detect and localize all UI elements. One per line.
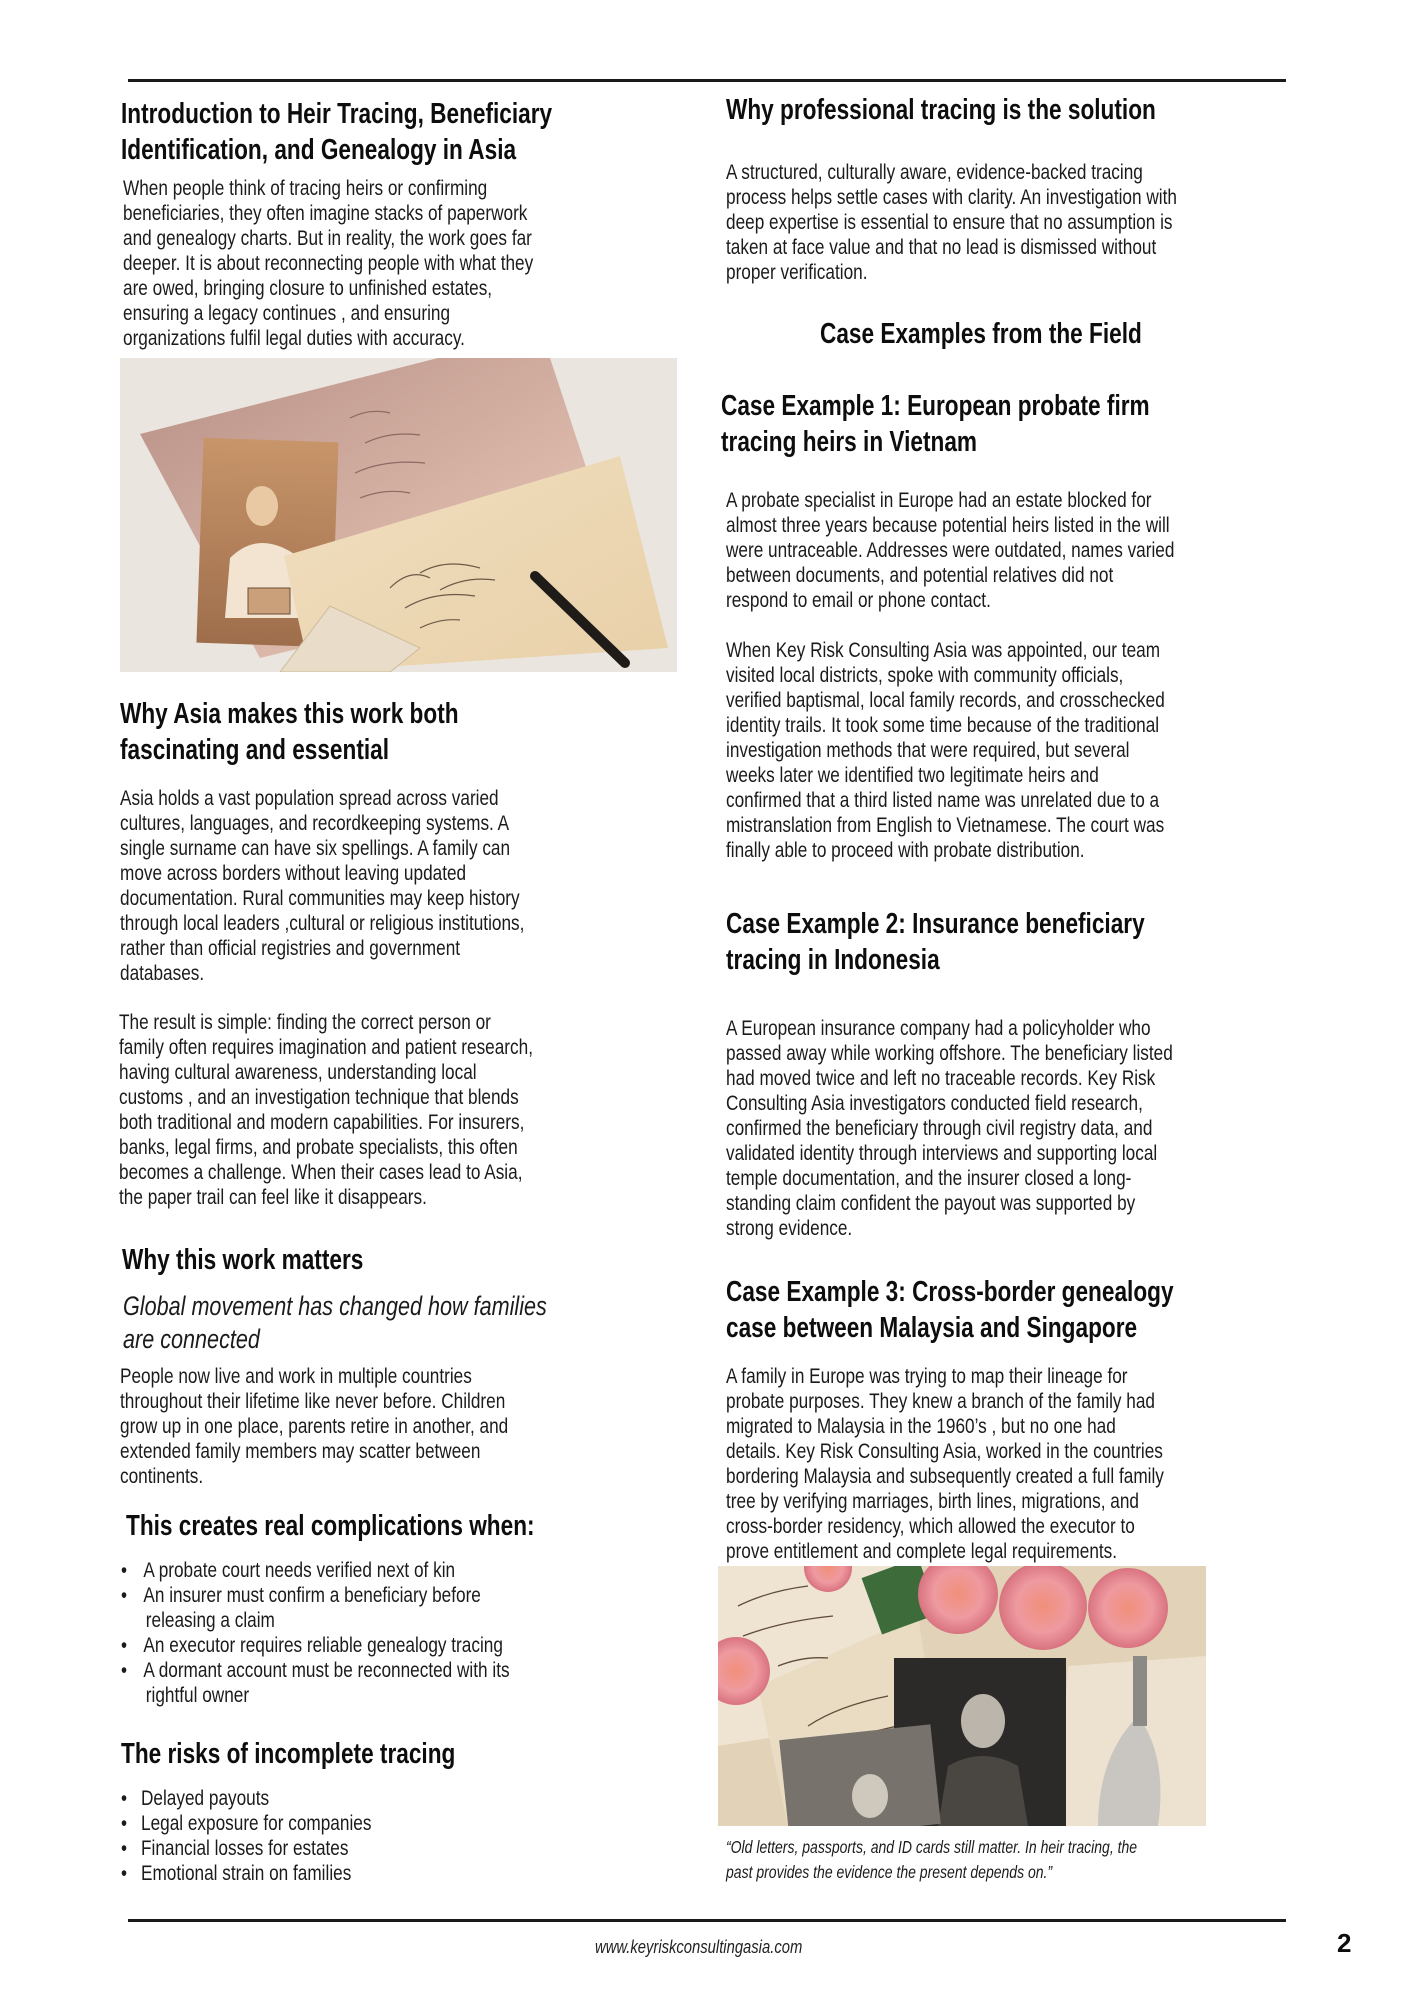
case1-body-line: visited local districts, spoke with community officials, [726, 663, 1124, 687]
complications-heading-text: This creates real complications when: [126, 1510, 535, 1542]
website-link[interactable]: www.keyriskconsultingasia.com [595, 1936, 803, 1957]
case1-body-line: A probate specialist in Europe had an estate blocked for [726, 488, 1152, 512]
intro-body-line: are owed, bringing closure to unfinished estates, [123, 276, 493, 300]
letters-photo-image [120, 358, 677, 672]
list-item-continuation: rightful owner [145, 1683, 250, 1707]
result-body-line: the paper trail can feel like it disappears. [119, 1185, 427, 1209]
matters-body [120, 1364, 605, 1489]
case2-body-line: standing claim confident the payout was supported by [726, 1191, 1136, 1215]
case2-body-line: A European insurance company had a policyholder who [726, 1016, 1151, 1040]
intro-body [123, 176, 636, 351]
case1-body-line: verified baptismal, local family records, and crosschecked [726, 688, 1165, 712]
asia-heading-line: fascinating and essential [120, 734, 390, 766]
intro-heading-line: Introduction to Heir Tracing, Beneficiary [121, 98, 553, 130]
matters-body-line: People now live and work in multiple countries [120, 1364, 472, 1388]
asia-body-line: rather than official registries and government [120, 936, 461, 960]
list-item-text: Legal exposure for companies [141, 1811, 372, 1835]
intro-body-line: deeper. It is about reconnecting people with what they [123, 251, 534, 275]
case1-body-line: mistranslation from English to Vietnamese. The court was [726, 813, 1165, 837]
solution-body-line: taken at face value and that no lead is dismissed without [726, 235, 1157, 259]
case2-body-line: confirmed the beneficiary through civil registry data, and [726, 1116, 1153, 1140]
case2-heading-line: tracing in Indonesia [726, 944, 940, 976]
case1-body-line: respond to email or phone contact. [726, 588, 991, 612]
result-body-line: banks, legal firms, and probate specialists, this often [119, 1135, 518, 1159]
image-caption [726, 1835, 1240, 1885]
page-number: 2 [1337, 1928, 1352, 1958]
list-item-text: Financial losses for estates [141, 1836, 349, 1860]
case2-heading [726, 906, 1263, 978]
list-item-text: An insurer must confirm a beneficiary before [143, 1583, 481, 1607]
matters-subtitle-line: Global movement has changed how families [123, 1291, 547, 1321]
bullet-icon: • [121, 1861, 128, 1885]
matters-body-line: grow up in one place, parents retire in another, and [120, 1414, 509, 1438]
bullet-icon: • [121, 1836, 128, 1860]
list-item [121, 1786, 371, 1811]
matters-heading [122, 1242, 431, 1278]
list-item [121, 1811, 371, 1836]
case1-body-line: When Key Risk Consulting Asia was appointed, our team [726, 638, 1161, 662]
asia-body-line: Asia holds a vast population spread across varied [120, 786, 499, 810]
caption-line: “Old letters, passports, and ID cards still matter. In heir tracing, the [726, 1837, 1138, 1857]
bottom-rule [128, 1919, 1286, 1922]
case2-body [726, 1016, 1285, 1241]
result-body-line: both traditional and modern capabilities. For insurers, [119, 1110, 525, 1134]
case1-heading [721, 388, 1271, 460]
case3-body-line: tree by verifying marriages, birth lines, migrations, and [726, 1489, 1139, 1513]
list-item [121, 1861, 371, 1886]
intro-body-line: beneficiaries, they often imagine stacks of paperwork [123, 201, 528, 225]
asia-body-line: single surname can have six spellings. A family can [120, 836, 511, 860]
bullet-icon: • [121, 1583, 128, 1607]
case3-heading [726, 1274, 1300, 1346]
case2-body-line: temple documentation, and the insurer closed a long- [726, 1166, 1132, 1190]
case2-body-line: passed away while working offshore. The beneficiary listed [726, 1041, 1173, 1065]
case1-body-line: almost three years because potential heirs listed in the will [726, 513, 1170, 537]
case1-body-line: confirmed that a third listed name was unrelated due to a [726, 788, 1160, 812]
risks-heading-text: The risks of incomplete tracing [121, 1738, 456, 1770]
solution-body-line: deep expertise is essential to ensure that no assumption is [726, 210, 1173, 234]
case1-heading-line: tracing heirs in Vietnam [721, 426, 978, 458]
list-item [121, 1633, 510, 1658]
case2-heading-line: Case Example 2: Insurance beneficiary [726, 908, 1145, 940]
asia-body [120, 786, 626, 986]
asia-body-line: documentation. Rural communities may keep history [120, 886, 520, 910]
old-documents-roses-image [718, 1566, 1206, 1826]
solution-heading [726, 92, 1277, 128]
result-body-line: having cultural awareness, understanding local [119, 1060, 477, 1084]
case3-body-line: prove entitlement and complete legal requirements. [726, 1539, 1118, 1563]
case3-body-line: probate purposes. They knew a branch of the family had [726, 1389, 1155, 1413]
result-body-line: family often requires imagination and patient research, [119, 1035, 533, 1059]
case1-body-line: investigation methods that were required, but several [726, 738, 1130, 762]
list-item-text: Delayed payouts [141, 1786, 270, 1810]
case1-body-1 [726, 488, 1287, 613]
asia-heading-line: Why Asia makes this work both [120, 698, 459, 730]
case2-body-line: validated identity through interviews and supporting local [726, 1141, 1158, 1165]
case1-heading-line: Case Example 1: European probate firm [721, 390, 1150, 422]
result-body-line: The result is simple: finding the correct person or [119, 1010, 491, 1034]
list-item-text: A dormant account must be reconnected with its [143, 1658, 510, 1682]
case2-body-line: strong evidence. [726, 1216, 853, 1240]
list-item [121, 1583, 510, 1608]
intro-body-line: organizations fulfil legal duties with accuracy. [123, 326, 465, 350]
matters-subtitle [123, 1290, 653, 1356]
intro-body-line: When people think of tracing heirs or confirming [123, 176, 488, 200]
intro-heading [121, 96, 674, 168]
case1-body-line: between documents, and potential relatives did not [726, 563, 1114, 587]
case2-body-line: Consulting Asia investigators conducted field research, [726, 1091, 1143, 1115]
matters-body-line: continents. [120, 1464, 204, 1488]
risks-heading [121, 1736, 550, 1772]
list-item-text: A probate court needs verified next of kin [143, 1558, 456, 1582]
asia-body-line: move across borders without leaving updated [120, 861, 467, 885]
list-item [121, 1558, 510, 1583]
cases-heading [820, 316, 1233, 352]
cases-heading-text: Case Examples from the Field [820, 318, 1142, 350]
asia-body-line: through local leaders ,cultural or religious institutions, [120, 911, 525, 935]
solution-body-line: process helps settle cases with clarity. An investigation with [726, 185, 1177, 209]
case1-body-line: identity trails. It took some time because of the traditional [726, 713, 1160, 737]
letters-photo-illustration [120, 358, 677, 672]
result-body-line: becomes a challenge. When their cases lead to Asia, [119, 1160, 523, 1184]
case3-heading-line: Case Example 3: Cross-border genealogy [726, 1276, 1174, 1308]
solution-body [726, 160, 1290, 285]
list-item-continuation: releasing a claim [145, 1608, 275, 1632]
bullet-icon: • [121, 1633, 128, 1657]
matters-body-line: throughout their lifetime like never before. Children [120, 1389, 506, 1413]
result-body-line: customs , and an investigation technique that blends [119, 1085, 519, 1109]
list-item-text: Emotional strain on families [141, 1861, 352, 1885]
case3-heading-line: case between Malaysia and Singapore [726, 1312, 1138, 1344]
asia-heading [120, 696, 554, 768]
matters-body-line: extended family members may scatter between [120, 1439, 481, 1463]
top-rule [128, 79, 1286, 82]
complications-heading [126, 1508, 650, 1544]
intro-heading-line: Identification, and Genealogy in Asia [121, 134, 517, 166]
list-item [121, 1658, 510, 1683]
case1-body-line: weeks later we identified two legitimate heirs and [726, 763, 1099, 787]
bullet-icon: • [121, 1658, 128, 1682]
risks-list [121, 1786, 434, 1886]
intro-body-line: ensuring a legacy continues , and ensuring [123, 301, 451, 325]
asia-body-line: databases. [120, 961, 205, 985]
result-body [119, 1010, 636, 1210]
documents-illustration [718, 1566, 1206, 1826]
solution-body-line: A structured, culturally aware, evidence-backed tracing [726, 160, 1143, 184]
case3-body-line: A family in Europe was trying to map their lineage for [726, 1364, 1128, 1388]
case3-body-line: migrated to Malaysia in the 1960’s , but no one had [726, 1414, 1116, 1438]
case3-body [726, 1364, 1273, 1564]
case1-body-line: were untraceable. Addresses were outdated, names varied [726, 538, 1175, 562]
bullet-icon: • [121, 1558, 128, 1582]
case3-body-line: details. Key Risk Consulting Asia, worked in the countries [726, 1439, 1163, 1463]
matters-heading-text: Why this work matters [122, 1244, 364, 1276]
bullet-icon: • [121, 1786, 128, 1810]
matters-subtitle-line: are connected [123, 1324, 260, 1354]
complications-list [121, 1558, 607, 1708]
case3-body-line: cross-border residency, which allowed the executor to [726, 1514, 1135, 1538]
intro-body-line: and genealogy charts. But in reality, the work goes far [123, 226, 532, 250]
solution-body-line: proper verification. [726, 260, 868, 284]
caption-line: past provides the evidence the present depends on.” [726, 1862, 1053, 1882]
list-item [121, 1836, 371, 1861]
asia-body-line: cultures, languages, and recordkeeping systems. A [120, 811, 510, 835]
bullet-icon: • [121, 1811, 128, 1835]
case1-body-line: finally able to proceed with probate distribution. [726, 838, 1085, 862]
case3-body-line: bordering Malaysia and subsequently created a full family [726, 1464, 1164, 1488]
case2-body-line: had moved twice and left no traceable records. Key Risk [726, 1066, 1156, 1090]
case1-body-2 [726, 638, 1274, 863]
solution-heading-text: Why professional tracing is the solution [726, 94, 1156, 126]
list-item-text: An executor requires reliable genealogy tracing [143, 1633, 503, 1657]
